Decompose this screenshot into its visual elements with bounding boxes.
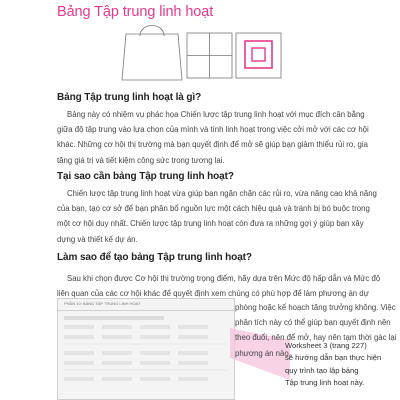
body-line: dựng và thiết kế dự án. [57,234,138,244]
worksheet-callout [285,340,395,389]
body-line: liên quan của các cơ hội khác để quyết định xem chúng có phù hợp để làm phương án dự [57,289,369,299]
body-line: giữa độ tập trung vào lựa chọn của mình và tính linh hoạt trong việc cởi mở với các cơ hội [57,125,369,135]
body-line: tăng giá trị và tiết kiệm công sức trong tương lai. [57,155,225,165]
body-line: một cơ hội duy nhất. Chiến lược tập trung linh hoạt còn đưa ra những gợi ý giúp bạn xây [57,219,364,229]
worksheet-thumbnail-header: PHẦN 10: BẢNG TẬP TRUNG LINH HOẠT [58,299,234,311]
body-line: Bảng này có nhiệm vụ phác họa Chiến lược tập trung linh hoạt với mục đích cân bằng [67,110,365,119]
page-title: Bảng Tập trung linh hoạt [57,4,214,20]
body-line: phòng hoặc kế hoạch tăng trưởng không. Việc [235,303,396,312]
callout-line: Worksheet 3 (trang 227) [285,341,367,350]
callout-line: Tập trung linh hoạt này. [285,377,365,387]
body-line: theo đuổi, nên để mở, hay nên tạm thời gác lại [235,333,397,343]
section-heading-why: Tại sao cần bảng Tập trung linh hoạt? [57,171,234,182]
callout-line: sẽ hướng dẫn bạn thực hiện [285,353,382,363]
section-heading-what: Bảng Tập trung linh hoạt là gì? [57,92,202,103]
body-line: khác. Những cơ hội thị trường mà bạn quyết định để mở sẽ giúp bạn giảm thiểu rủi ro, gia [57,140,368,150]
body-line: Chiến lược tập trung linh hoạt vừa giúp bạn ngăn chặn các rủi ro, vừa nâng cao khả năng [67,189,377,198]
body-line: Sau khi chọn được Cơ hội thị trường trọng điểm, hãy dựa trên Mức độ hấp dẫn và Mức độ [67,274,381,283]
body-line: của bạn, tạo cơ sở để bạn phân bổ nguồn lực một cách hiệu quả và tránh bị bó buộc trong [57,204,370,214]
body-line: phương án nào. [235,348,291,358]
body-line: phân tích này có thể giúp bạn quyết định nên [235,318,391,328]
section-heading-how: Làm sao để tạo bảng Tập trung linh hoạt? [57,252,252,263]
callout-line: quy trình tạo lập bảng [285,365,359,375]
